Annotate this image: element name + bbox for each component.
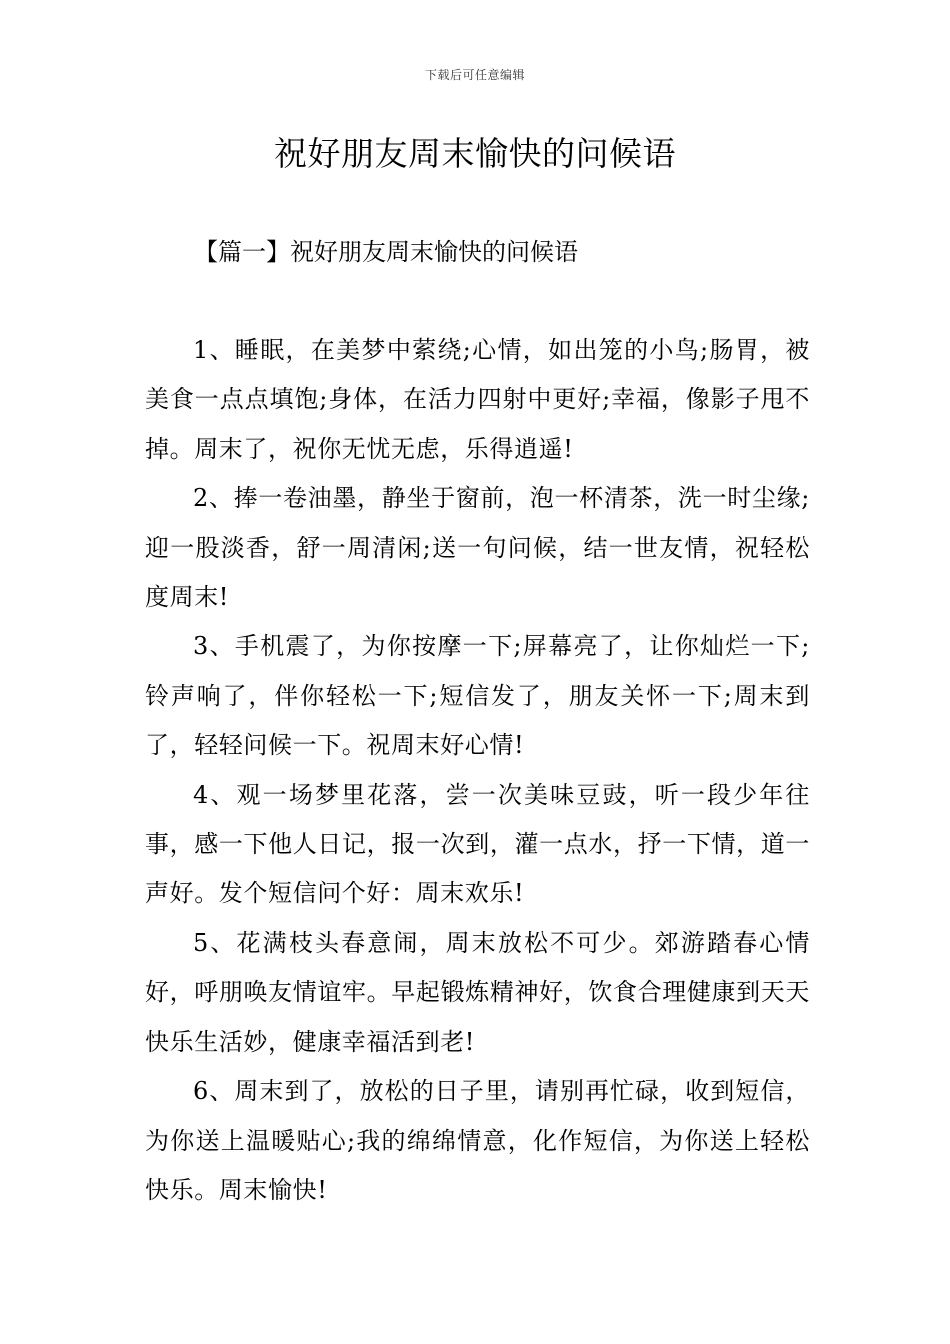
paragraph-4: 4、观一场梦里花落，尝一次美味豆豉，听一段少年往事，感一下他人日记，报一次到，灌一点水，抒一下情，道一声好。发个短信问个好：周末欢乐! <box>145 780 810 908</box>
paragraph-1: 1、睡眠，在美梦中萦绕;心情，如出笼的小鸟;肠胃，被美食一点点填饱;身体，在活力四射中更好;幸福，像影子甩不掉。周末了，祝你无忧无虑，乐得逍遥! <box>145 336 810 463</box>
paragraph-5: 5、花满枝头春意闹，周末放松不可少。郊游踏春心情好，呼朋唤友情谊牢。早起锻炼精神好，饮食合理健康到天天快乐生活妙，健康幸福活到老! <box>145 928 810 1056</box>
body-text <box>145 326 810 1215</box>
paragraph-2: 2、捧一卷油墨，静坐于窗前，泡一杯清茶，洗一时尘缘;迎一股淡香，舒一周清闲;送一句问候，结一世友情，祝轻松度周末! <box>145 484 810 612</box>
section-heading: 【篇一】祝好朋友周末愉快的问候语 <box>194 238 578 266</box>
paragraph-3: 3、手机震了，为你按摩一下;屏幕亮了，让你灿烂一下;铃声响了，伴你轻松一下;短信发了，朋友关怀一下;周末到了，轻轻问候一下。祝周末好心情! <box>145 632 810 760</box>
header-note: 下载后可任意编辑 <box>424 68 525 82</box>
document-title: 祝好朋友周末愉快的问候语 <box>274 134 676 173</box>
paragraph-6: 6、周末到了，放松的日子里，请别再忙碌，收到短信，为你送上温暖贴心;我的绵绵情意，化作短信，为你送上轻松快乐。周末愉快! <box>145 1077 810 1204</box>
